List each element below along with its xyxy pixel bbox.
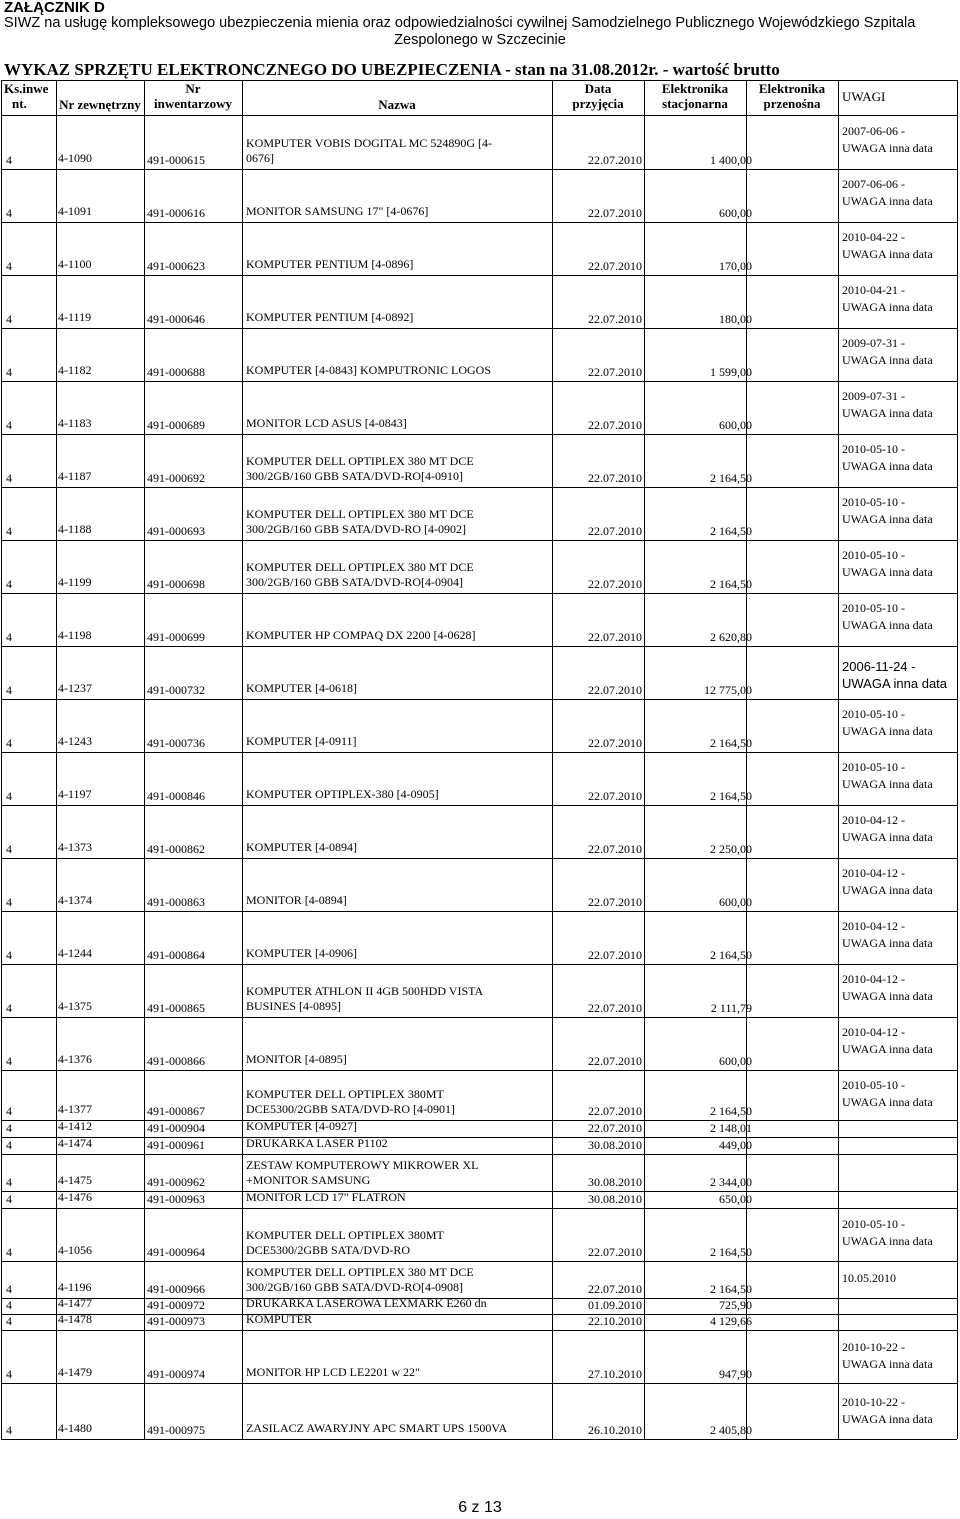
cell-ks-inwent: 4 [6, 1367, 12, 1381]
cell-nr-inwentarzowy: 491-000698 [147, 577, 205, 591]
cell-ks-inwent: 4 [6, 577, 12, 591]
cell-uwagi [842, 335, 933, 369]
cell-nr-zewnetrzny: 4-1476 [58, 1190, 92, 1204]
uwagi-line: 10.05.2010 [842, 1271, 896, 1285]
cell-data-przyjecia: 22.07.2010 [588, 789, 642, 803]
column-divider [552, 80, 553, 1439]
cell-nr-inwentarzowy: 491-000736 [147, 736, 205, 750]
cell-uwagi [842, 658, 947, 692]
cell-ks-inwent: 4 [6, 895, 12, 909]
cell-uwagi [842, 282, 933, 316]
cell-nr-zewnetrzny: 4-1474 [58, 1136, 92, 1150]
cell-ks-inwent: 4 [6, 683, 12, 697]
uwagi-line: UWAGA inna data [842, 353, 933, 367]
cell-nazwa: DCE5300/2GBB SATA/DVD-RO [4-0901] [246, 1102, 456, 1116]
cell-nr-inwentarzowy: 491-000646 [147, 312, 205, 326]
cell-elektronika-stacjonarna: 947,90 [719, 1367, 752, 1381]
col-header-nrinw: Nr inwentarzowy [154, 81, 232, 111]
uwagi-line: 2009-07-31 - [842, 389, 905, 403]
cell-nr-inwentarzowy: 491-000616 [147, 206, 205, 220]
cell-elektronika-stacjonarna: 600,00 [719, 895, 752, 909]
cell-uwagi [842, 812, 933, 846]
cell-ks-inwent: 4 [6, 736, 12, 750]
row-divider [1, 328, 957, 329]
uwagi-line: UWAGA inna data [842, 989, 933, 1003]
cell-uwagi [842, 176, 933, 210]
cell-nazwa: 0676] [246, 151, 274, 165]
uwagi-line: UWAGA inna data [842, 194, 933, 208]
column-divider [957, 80, 958, 1439]
cell-uwagi [842, 494, 933, 528]
uwagi-line: 2010-05-10 - [842, 601, 905, 615]
uwagi-line: 2010-04-12 - [842, 972, 905, 986]
cell-nazwa: DRUKARKA LASER P1102 [246, 1136, 388, 1150]
cell-elektronika-stacjonarna: 2 164,50 [710, 1245, 752, 1259]
row-divider [1, 1070, 957, 1071]
uwagi-line: 2007-06-06 - [842, 177, 905, 191]
cell-nazwa: KOMPUTER DELL OPTIPLEX 380MT [246, 1228, 444, 1242]
cell-data-przyjecia: 22.07.2010 [588, 1104, 642, 1118]
cell-elektronika-stacjonarna: 2 164,50 [710, 789, 752, 803]
cell-nr-inwentarzowy: 491-000973 [147, 1314, 205, 1328]
uwagi-line: UWAGA inna data [842, 618, 933, 632]
document-subtitle-cont: Zespolonego w Szczecinie [394, 32, 566, 48]
uwagi-line: UWAGA inna data [842, 883, 933, 897]
uwagi-line: 2010-05-10 - [842, 1217, 905, 1231]
uwagi-line: UWAGA inna data [842, 406, 933, 420]
uwagi-line: 2007-06-06 - [842, 124, 905, 138]
cell-elektronika-stacjonarna: 2 250,00 [710, 842, 752, 856]
cell-nr-zewnetrzny: 4-1478 [58, 1312, 92, 1326]
cell-ks-inwent: 4 [6, 1001, 12, 1015]
cell-nazwa: KOMPUTER [4-0911] [246, 734, 357, 748]
cell-nr-zewnetrzny: 4-1477 [58, 1296, 92, 1310]
cell-uwagi [842, 388, 933, 422]
row-divider [1, 752, 957, 753]
cell-nr-inwentarzowy: 491-000974 [147, 1367, 205, 1381]
cell-data-przyjecia: 22.07.2010 [588, 1001, 642, 1015]
uwagi-line: UWAGA inna data [842, 1042, 933, 1056]
cell-nr-zewnetrzny: 4-1376 [58, 1052, 92, 1066]
uwagi-line: UWAGA inna data [842, 300, 933, 314]
cell-nazwa: +MONITOR SAMSUNG [246, 1173, 371, 1187]
column-divider [644, 80, 645, 1439]
cell-uwagi [842, 547, 933, 581]
cell-data-przyjecia: 22.07.2010 [588, 895, 642, 909]
cell-uwagi [842, 1339, 933, 1373]
uwagi-line: UWAGA inna data [842, 247, 933, 261]
cell-elektronika-stacjonarna: 449,00 [719, 1138, 752, 1152]
uwagi-line: 2010-05-10 - [842, 442, 905, 456]
cell-nr-zewnetrzny: 4-1475 [58, 1173, 92, 1187]
cell-elektronika-stacjonarna: 170,00 [719, 259, 752, 273]
cell-nazwa: KOMPUTER [4-0618] [246, 681, 357, 695]
cell-nr-zewnetrzny: 4-1374 [58, 893, 92, 907]
column-divider [144, 80, 145, 1439]
cell-nazwa: MONITOR [4-0894] [246, 893, 347, 907]
cell-data-przyjecia: 30.08.2010 [588, 1192, 642, 1206]
cell-nr-inwentarzowy: 491-000863 [147, 895, 205, 909]
col-header-ksinwe: Ks.inwe nt. [4, 81, 49, 111]
cell-elektronika-stacjonarna: 1 400,00 [710, 153, 752, 167]
cell-nr-zewnetrzny: 4-1187 [58, 469, 92, 483]
cell-data-przyjecia: 22.07.2010 [588, 259, 642, 273]
cell-data-przyjecia: 22.07.2010 [588, 1282, 642, 1296]
uwagi-line: UWAGA inna data [842, 1095, 933, 1109]
row-divider [1, 487, 957, 488]
row-divider [1, 275, 957, 276]
row-divider [1, 1208, 957, 1209]
cell-data-przyjecia: 26.10.2010 [588, 1423, 642, 1437]
cell-nr-inwentarzowy: 491-000689 [147, 418, 205, 432]
cell-data-przyjecia: 22.07.2010 [588, 630, 642, 644]
cell-nr-inwentarzowy: 491-000975 [147, 1423, 205, 1437]
cell-data-przyjecia: 22.10.2010 [588, 1314, 642, 1328]
cell-data-przyjecia: 22.07.2010 [588, 577, 642, 591]
cell-nr-inwentarzowy: 491-000846 [147, 789, 205, 803]
cell-ks-inwent: 4 [6, 312, 12, 326]
row-divider [1, 1154, 957, 1155]
cell-data-przyjecia: 22.07.2010 [588, 1245, 642, 1259]
cell-nazwa: DCE5300/2GBB SATA/DVD-RO [246, 1243, 411, 1257]
cell-nazwa: MONITOR HP LCD LE2201 w 22" [246, 1365, 420, 1379]
cell-elektronika-stacjonarna: 2 164,50 [710, 577, 752, 591]
cell-ks-inwent: 4 [6, 1282, 12, 1296]
uwagi-line: 2010-10-22 - [842, 1340, 905, 1354]
cell-ks-inwent: 4 [6, 206, 12, 220]
row-divider [1, 964, 957, 965]
cell-nazwa: 300/2GB/160 GBB SATA/DVD-RO[4-0908] [246, 1280, 464, 1294]
uwagi-line: UWAGA inna data [842, 141, 933, 155]
cell-uwagi [842, 865, 933, 899]
cell-nazwa: KOMPUTER DELL OPTIPLEX 380 MT DCE [246, 1265, 474, 1279]
row-divider [1, 381, 957, 382]
document-subtitle: SIWZ na usługę kompleksowego ubezpieczenia mienia oraz odpowiedzialności cywilnej Samodzielnego Publicznego Wojewódzkiego Szpitala [4, 15, 916, 31]
uwagi-line: 2010-04-12 - [842, 866, 905, 880]
cell-ks-inwent: 4 [6, 259, 12, 273]
page-number: 6 z 13 [458, 1499, 502, 1516]
cell-nr-inwentarzowy: 491-000866 [147, 1054, 205, 1068]
cell-nr-inwentarzowy: 491-000864 [147, 948, 205, 962]
cell-nazwa: KOMPUTER [4-0843] KOMPUTRONIC LOGOS [246, 363, 492, 377]
uwagi-line: UWAGA inna data [842, 1357, 933, 1371]
cell-uwagi [842, 1394, 933, 1428]
cell-ks-inwent: 4 [6, 418, 12, 432]
cell-nazwa: 300/2GB/160 GBB SATA/DVD-RO[4-0910] [246, 469, 464, 483]
cell-elektronika-stacjonarna: 12 775,00 [704, 683, 752, 697]
uwagi-line: UWAGA inna data [842, 830, 933, 844]
row-divider [1, 1261, 957, 1262]
cell-ks-inwent: 4 [6, 524, 12, 538]
cell-ks-inwent: 4 [6, 789, 12, 803]
cell-uwagi [842, 1077, 933, 1111]
uwagi-line: 2010-05-10 - [842, 495, 905, 509]
uwagi-line: 2010-04-22 - [842, 230, 905, 244]
uwagi-line: 2010-04-12 - [842, 1025, 905, 1039]
cell-nr-zewnetrzny: 4-1196 [58, 1280, 92, 1294]
cell-data-przyjecia: 22.07.2010 [588, 312, 642, 326]
cell-nr-inwentarzowy: 491-000732 [147, 683, 205, 697]
cell-nazwa: KOMPUTER DELL OPTIPLEX 380 MT DCE [246, 454, 474, 468]
cell-nr-zewnetrzny: 4-1480 [58, 1421, 92, 1435]
uwagi-line: UWAGA inna data [842, 512, 933, 526]
cell-data-przyjecia: 22.07.2010 [588, 365, 642, 379]
cell-uwagi [842, 971, 933, 1005]
row-divider [1, 222, 957, 223]
cell-elektronika-stacjonarna: 600,00 [719, 206, 752, 220]
uwagi-line: 2010-05-10 - [842, 707, 905, 721]
cell-nr-zewnetrzny: 4-1188 [58, 522, 92, 536]
col-header-data: Data przyjęcia [572, 81, 624, 111]
attachment-label: ZAŁĄCZNIK D [4, 0, 105, 16]
cell-data-przyjecia: 22.07.2010 [588, 1054, 642, 1068]
cell-nr-inwentarzowy: 491-000867 [147, 1104, 205, 1118]
cell-nr-zewnetrzny: 4-1056 [58, 1243, 92, 1257]
cell-ks-inwent: 4 [6, 1138, 12, 1152]
column-divider [242, 80, 243, 1439]
cell-nr-inwentarzowy: 491-000693 [147, 524, 205, 538]
cell-uwagi [842, 123, 933, 157]
cell-elektronika-stacjonarna: 600,00 [719, 418, 752, 432]
cell-data-przyjecia: 22.07.2010 [588, 153, 642, 167]
row-divider [1, 1383, 957, 1384]
cell-elektronika-stacjonarna: 2 164,50 [710, 471, 752, 485]
cell-data-przyjecia: 22.07.2010 [588, 418, 642, 432]
column-divider [746, 80, 747, 1439]
uwagi-line: 2010-05-10 - [842, 548, 905, 562]
cell-nazwa: DRUKARKA LASEROWA LEXMARK E260 dn [246, 1296, 487, 1310]
cell-nr-inwentarzowy: 491-000963 [147, 1192, 205, 1206]
row-divider [1, 1017, 957, 1018]
cell-nazwa: KOMPUTER [4-0927] [246, 1119, 357, 1133]
uwagi-line: 2009-07-31 - [842, 336, 905, 350]
cell-nazwa: KOMPUTER [4-0894] [246, 840, 357, 854]
cell-nr-inwentarzowy: 491-000862 [147, 842, 205, 856]
cell-elektronika-stacjonarna: 2 405,80 [710, 1423, 752, 1437]
cell-data-przyjecia: 22.07.2010 [588, 206, 642, 220]
cell-nazwa: KOMPUTER HP COMPAQ DX 2200 [4-0628] [246, 628, 476, 642]
cell-nr-zewnetrzny: 4-1412 [58, 1119, 92, 1133]
col-header-nazwa: Nazwa [378, 97, 416, 112]
cell-data-przyjecia: 22.07.2010 [588, 1121, 642, 1135]
cell-data-przyjecia: 01.09.2010 [588, 1298, 642, 1312]
uwagi-line: 2010-04-12 - [842, 813, 905, 827]
cell-ks-inwent: 4 [6, 1121, 12, 1135]
cell-elektronika-stacjonarna: 2 164,50 [710, 1104, 752, 1118]
row-divider [1, 1330, 957, 1331]
cell-nazwa: KOMPUTER ATHLON II 4GB 500HDD VISTA [246, 984, 484, 998]
cell-nazwa: ZESTAW KOMPUTEROWY MIKROWER XL [246, 1158, 479, 1172]
uwagi-line: 2010-05-10 - [842, 1078, 905, 1092]
cell-nr-zewnetrzny: 4-1373 [58, 840, 92, 854]
uwagi-line: UWAGA inna data [842, 777, 933, 791]
col-header-uwagi: UWAGI [842, 89, 886, 104]
cell-nr-zewnetrzny: 4-1197 [58, 787, 92, 801]
row-divider [1, 911, 957, 912]
cell-nr-inwentarzowy: 491-000961 [147, 1138, 205, 1152]
cell-ks-inwent: 4 [6, 1298, 12, 1312]
cell-nr-zewnetrzny: 4-1237 [58, 681, 92, 695]
col-header-nrzew: Nr zewnętrzny [59, 97, 141, 112]
cell-nazwa: MONITOR LCD 17" FLATRON [246, 1190, 406, 1204]
uwagi-line: UWAGA inna data [842, 1412, 933, 1426]
cell-elektronika-stacjonarna: 180,00 [719, 312, 752, 326]
cell-ks-inwent: 4 [6, 1175, 12, 1189]
uwagi-line: UWAGA inna data [842, 724, 933, 738]
cell-nazwa: BUSINES [4-0895] [246, 999, 341, 1013]
cell-nr-inwentarzowy: 491-000688 [147, 365, 205, 379]
cell-nazwa: KOMPUTER [246, 1312, 313, 1326]
cell-data-przyjecia: 30.08.2010 [588, 1175, 642, 1189]
cell-ks-inwent: 4 [6, 842, 12, 856]
cell-ks-inwent: 4 [6, 948, 12, 962]
cell-uwagi [842, 600, 933, 634]
row-divider [1, 805, 957, 806]
row-divider [1, 540, 957, 541]
cell-uwagi [842, 1270, 896, 1287]
cell-nr-inwentarzowy: 491-000904 [147, 1121, 205, 1135]
page-title: WYKAZ SPRZĘTU ELEKTRONCZNEGO DO UBEZPIECZENIA - stan na 31.08.2012r. - wartość brutto [4, 60, 780, 79]
cell-data-przyjecia: 22.07.2010 [588, 736, 642, 750]
cell-uwagi [842, 1024, 933, 1058]
cell-nr-zewnetrzny: 4-1377 [58, 1102, 92, 1116]
cell-nr-zewnetrzny: 4-1243 [58, 734, 92, 748]
cell-nr-inwentarzowy: 491-000692 [147, 471, 205, 485]
cell-nr-zewnetrzny: 4-1199 [58, 575, 92, 589]
cell-ks-inwent: 4 [6, 1423, 12, 1437]
cell-data-przyjecia: 27.10.2010 [588, 1367, 642, 1381]
cell-nazwa: 300/2GB/160 GBB SATA/DVD-RO[4-0904] [246, 575, 464, 589]
cell-elektronika-stacjonarna: 2 620,80 [710, 630, 752, 644]
uwagi-line: 2010-04-12 - [842, 919, 905, 933]
cell-nr-inwentarzowy: 491-000966 [147, 1282, 205, 1296]
col-header-przenosna: Elektronika przenośna [758, 81, 826, 111]
column-divider [56, 80, 57, 1439]
cell-data-przyjecia: 30.08.2010 [588, 1138, 642, 1152]
cell-nr-zewnetrzny: 4-1091 [58, 204, 92, 218]
cell-nazwa: MONITOR LCD ASUS [4-0843] [246, 416, 407, 430]
cell-ks-inwent: 4 [6, 1314, 12, 1328]
cell-ks-inwent: 4 [6, 1104, 12, 1118]
cell-uwagi [842, 918, 933, 952]
cell-elektronika-stacjonarna: 2 164,50 [710, 524, 752, 538]
column-divider [1, 80, 2, 1439]
cell-elektronika-stacjonarna: 2 344,00 [710, 1175, 752, 1189]
row-divider [1, 646, 957, 647]
row-divider [1, 434, 957, 435]
uwagi-line: 2006-11-24 - [842, 659, 916, 674]
cell-ks-inwent: 4 [6, 1054, 12, 1068]
cell-nr-zewnetrzny: 4-1479 [58, 1365, 92, 1379]
cell-ks-inwent: 4 [6, 1192, 12, 1206]
cell-nazwa: MONITOR [4-0895] [246, 1052, 347, 1066]
uwagi-line: 2010-05-10 - [842, 760, 905, 774]
cell-nazwa: KOMPUTER DELL OPTIPLEX 380 MT DCE [246, 560, 474, 574]
cell-nazwa: KOMPUTER PENTIUM [4-0896] [246, 257, 414, 271]
cell-ks-inwent: 4 [6, 471, 12, 485]
cell-nr-zewnetrzny: 4-1119 [58, 310, 92, 324]
cell-nazwa: KOMPUTER VOBIS DOGITAL MC 524890G [4- [246, 136, 493, 150]
cell-data-przyjecia: 22.07.2010 [588, 683, 642, 697]
cell-nr-zewnetrzny: 4-1183 [58, 416, 92, 430]
row-divider [1, 169, 957, 170]
cell-elektronika-stacjonarna: 2 164,50 [710, 948, 752, 962]
cell-nr-inwentarzowy: 491-000699 [147, 630, 205, 644]
cell-nr-zewnetrzny: 4-1375 [58, 999, 92, 1013]
cell-ks-inwent: 4 [6, 630, 12, 644]
row-divider [1, 858, 957, 859]
cell-nr-inwentarzowy: 491-000865 [147, 1001, 205, 1015]
uwagi-line: UWAGA inna data [842, 936, 933, 950]
cell-nazwa: ZASILACZ AWARYJNY APC SMART UPS 1500VA [246, 1421, 508, 1435]
cell-elektronika-stacjonarna: 2 148,01 [710, 1121, 752, 1135]
col-header-stacjonarna: Elektronika stacjonarna [661, 81, 729, 111]
cell-nazwa: KOMPUTER DELL OPTIPLEX 380 MT DCE [246, 507, 474, 521]
cell-data-przyjecia: 22.07.2010 [588, 524, 642, 538]
cell-elektronika-stacjonarna: 2 111,79 [710, 1001, 752, 1015]
uwagi-line: 2010-04-21 - [842, 283, 905, 297]
cell-nr-inwentarzowy: 491-000615 [147, 153, 205, 167]
cell-ks-inwent: 4 [6, 153, 12, 167]
cell-nr-zewnetrzny: 4-1198 [58, 628, 92, 642]
cell-data-przyjecia: 22.07.2010 [588, 842, 642, 856]
cell-nr-zewnetrzny: 4-1090 [58, 151, 92, 165]
cell-elektronika-stacjonarna: 1 599,00 [710, 365, 752, 379]
cell-ks-inwent: 4 [6, 1245, 12, 1259]
cell-nr-zewnetrzny: 4-1182 [58, 363, 92, 377]
cell-data-przyjecia: 22.07.2010 [588, 948, 642, 962]
cell-elektronika-stacjonarna: 2 164,50 [710, 1282, 752, 1296]
uwagi-line: UWAGA inna data [842, 1234, 933, 1248]
uwagi-line: UWAGA inna data [842, 676, 948, 691]
cell-nr-inwentarzowy: 491-000962 [147, 1175, 205, 1189]
cell-uwagi [842, 441, 933, 475]
cell-elektronika-stacjonarna: 650,00 [719, 1192, 752, 1206]
cell-nazwa: KOMPUTER PENTIUM [4-0892] [246, 310, 414, 324]
row-divider [1, 699, 957, 700]
cell-data-przyjecia: 22.07.2010 [588, 471, 642, 485]
cell-nazwa: MONITOR SAMSUNG 17" [4-0676] [246, 204, 429, 218]
cell-nr-zewnetrzny: 4-1100 [58, 257, 92, 271]
cell-elektronika-stacjonarna: 600,00 [719, 1054, 752, 1068]
column-divider [838, 80, 839, 1439]
cell-uwagi [842, 759, 933, 793]
cell-nazwa: 300/2GB/160 GBB SATA/DVD-RO [4-0902] [246, 522, 467, 536]
cell-nr-inwentarzowy: 491-000964 [147, 1245, 205, 1259]
cell-nr-inwentarzowy: 491-000623 [147, 259, 205, 273]
cell-nr-zewnetrzny: 4-1244 [58, 946, 92, 960]
row-divider [1, 593, 957, 594]
cell-uwagi [842, 706, 933, 740]
uwagi-line: UWAGA inna data [842, 459, 933, 473]
cell-uwagi [842, 229, 933, 263]
cell-nr-inwentarzowy: 491-000972 [147, 1298, 205, 1312]
cell-nazwa: KOMPUTER OPTIPLEX-380 [4-0905] [246, 787, 439, 801]
row-divider [1, 1439, 957, 1440]
cell-elektronika-stacjonarna: 2 164,50 [710, 736, 752, 750]
cell-elektronika-stacjonarna: 4 129,66 [710, 1314, 752, 1328]
cell-ks-inwent: 4 [6, 365, 12, 379]
cell-nazwa: KOMPUTER DELL OPTIPLEX 380MT [246, 1087, 444, 1101]
uwagi-line: 2010-10-22 - [842, 1395, 905, 1409]
cell-uwagi [842, 1216, 933, 1250]
cell-elektronika-stacjonarna: 725,90 [719, 1298, 752, 1312]
cell-nazwa: KOMPUTER [4-0906] [246, 946, 357, 960]
uwagi-line: UWAGA inna data [842, 565, 933, 579]
